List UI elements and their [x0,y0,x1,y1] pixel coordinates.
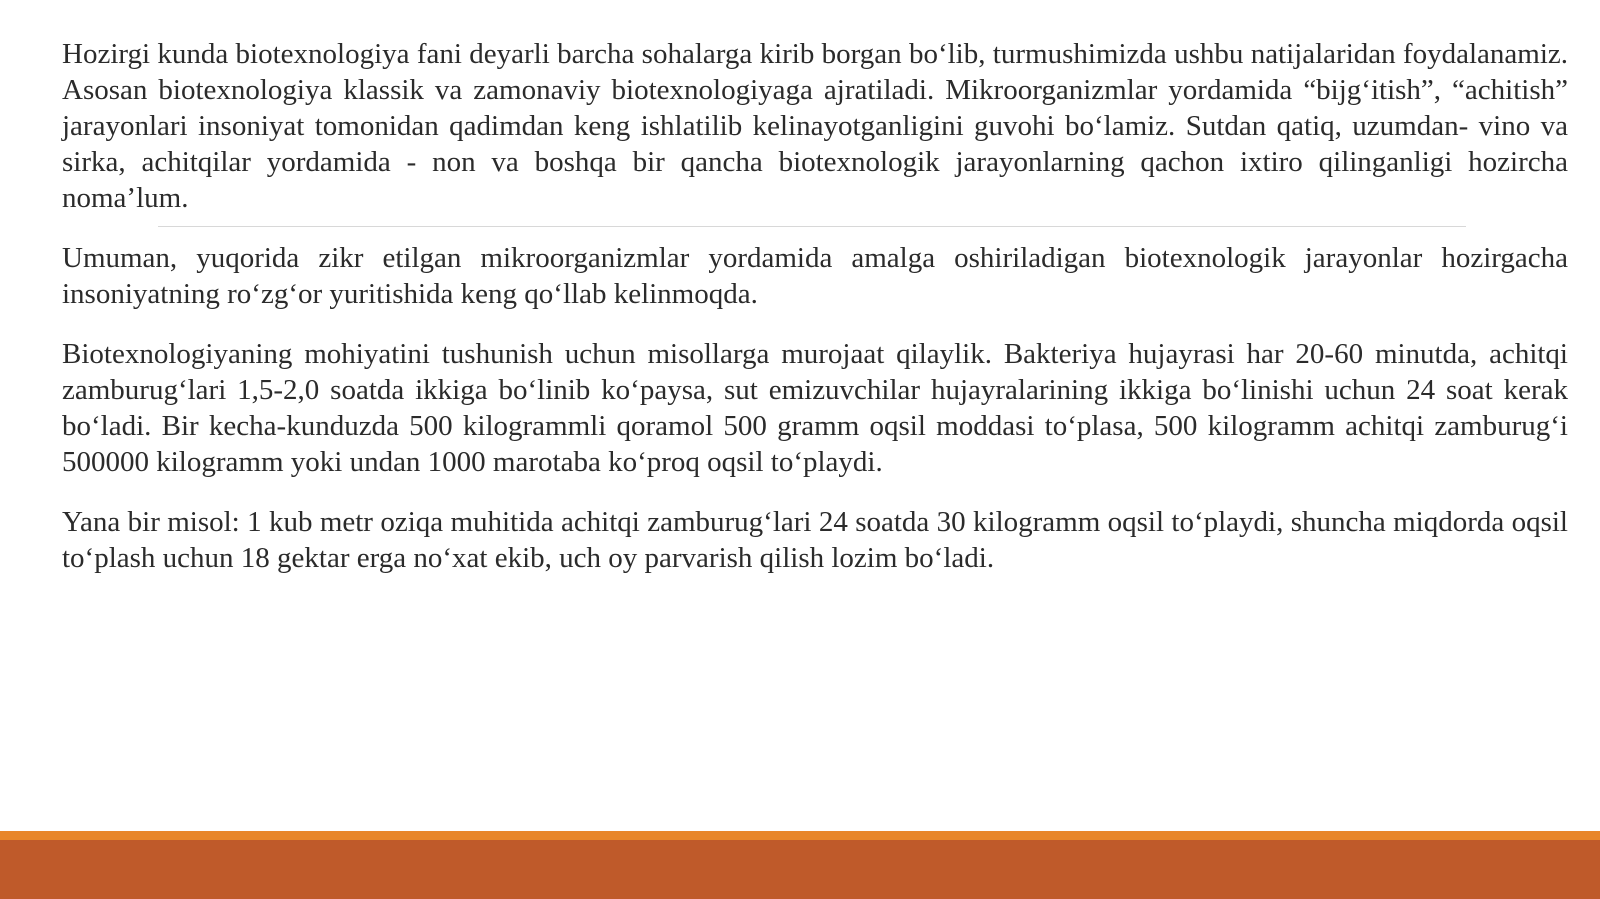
paragraph-4: Yana bir misol: 1 kub metr oziqa muhitida achitqi zamburug‘lari 24 soatda 30 kilogramm oqsil to‘playdi, shuncha miqdorda oqsil to‘plash uchun 18 gektar erga no‘xat ekib, uch oy parvarish qilish lozim bo‘ladi. [62,506,1568,574]
footer-bar [0,840,1600,899]
footer-accent-line [0,831,1600,840]
paragraph-3: Biotexnologiyaning mohiyatini tushunish uchun misollarga murojaat qilaylik. Bakteriya hujayrasi har 20-60 minutda, achitqi zamburug‘lari 1,5-2,0 soatda ikkiga bo‘linib ko‘paysa, sut emizuvchilar hujayralarining ikkiga bo‘linishi uchun 24 soat kerak bo‘ladi. Bir kecha-kunduzda 500 kilogrammli qoramol 500 gramm oqsil moddasi to‘plasa, 500 kilogramm achitqi zamburug‘i 500000 kilogramm yoki undan 1000 marotaba ko‘proq oqsil to‘playdi. [62,338,1568,478]
paragraph-1: Hozirgi kunda biotexnologiya fani deyarli barcha sohalarga kirib borgan bo‘lib, turmushimizda ushbu natijalaridan foydalanamiz. Asosan biotexnologiya klassik va zamonaviy biotexnologiyaga ajratiladi. Mikroorganizmlar yordamida “bijg‘itish”, “achitish” jarayonlari insoniyat tomonidan qadimdan keng ishlatilib kelinayotganligini guvohi bo‘lamiz. Sutdan qatiq, uzumdan- vino va sirka, achitqilar yordamida - non va boshqa bir qancha biotexnologik jarayonlarning qachon ixtiro qilinganligi hozircha noma’lum. [62,38,1568,214]
paragraph-2: Umuman, yuqorida zikr etilgan mikroorganizmlar yordamida amalga oshiriladigan biotexnologik jarayonlar hozirgacha insoniyatning ro‘zg‘or yuritishida keng qo‘llab kelinmoqda. [62,242,1568,310]
divider-line [158,226,1466,227]
slide-body [62,36,1568,576]
